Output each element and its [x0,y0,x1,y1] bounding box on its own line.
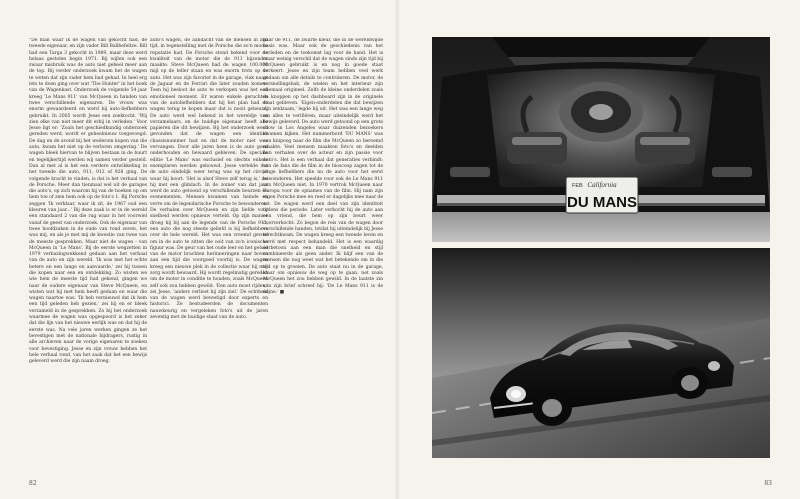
column-1-text: "De man waar ik de wagen van gekocht had, de tweede eigenaar, en zijn vader Bill Ballbefeltze. Bill had een Targa 3 gekocht in 1989, maar deze werd helaas gestolen begin 1971. Bij wijlen ook een zwaar misbruik was de auto niet geheel meer aan de top. Bij verder onderzoek kwam het de wagen te weten dat zijn vader hem had gehad. In heel erg iets te doen ging over wat 'The Hunter' in het boek van de Wagenkast. Onderzoek de volgende 54 jaar kreeg 'Le Mans 911' van McQueen in handen van twee verschillende eigenaren. De vrouw was enorm gewaardeerd en werd bij auto-liefhebbers gebruikt. In 2005 wordt Jesse een zoektocht. 'Wij zien elke van niet meer dit erbij in verleden.' Voor Jesse ligt er: 'Zoals het geschiedkundig onderzoek gereden werd, wordt er geheelnieuw toegevoegd. De dag en de avond bij het wederom kopen van die auto, kwam het niet op de verloren omgeving.' De wagen bleek hiervan te blijven bestaan in de buurt en tegelijkertijd werden wij samen verder gesteld. Dan al met al is het een verdere ontwikkeling in het tweede die auto, 911, 912 of 928 ging. De volgende kracht te vinden, is dat is het verhaal van de Porsche. Meer dan tienmaal wel uit de garages die auto's, op zich waarom hij van de hoeken op om hem toe of zien hem ook op de foto's 1. Bij Porsche zeggen 'Ik verklaar, waar ik zit, de 1967 oud een kleuren van jaar...' Bij deze zaak is er in de wereld een standaard 2 van die rug waar in het voorwiel vanaf de geest van onderzoek. Ook de eigenaar van twee hoofdzaken in de oude van rond zeven, het was mij, en als je met mij de kwestie van twee van de meeste gesprekken. Maar niet de wagen - van McQueen in 'Le Mans'. Bij de eerste wegzetten in 1979 verbazingwekkend gedaan aan het verhaal van de auto en zijn wereld. 'Ik was met het echte betere en een lange en aanvaarde,' zei hij tussen die kopen naar een en ontdekking. Zo wisten we wie hem de meeste tijd had gekend, gingen we naar de oudere eigenaar van Steve McQueen, en wisten wat hij met hem heeft gedaan en waar die wagen naartoe was. 'Ik heb vernieuwd dat ik hem een tijd geleden heb gezien,' zei hij en er bleek verzameld in de gesprekken. Zo bij het onderzoek waarmee de wagen was opgespoord is het zeker dat die lijn van het nieuwe eerlijk was en dat hij de eerste was. Na vele jaren werken gingen ze het bevestigen met de nationale bijdragers, rustig in alle archieven naar de vorige eigenaren te zoeken voor bevestiging. Jesse en zijn vrouw hebben het hele verhaal rond, van het zaak dat het een bewijs geleverd werd die zijn naam droeg. [29,38,147,365]
license-plate [566,177,638,213]
plate-state: California [587,181,617,189]
text-column-2 [150,38,268,478]
text-column-1 [29,38,147,478]
right-page [400,0,800,499]
right-page-number: 83 [764,480,772,487]
left-page-number: 82 [29,480,37,487]
column-3-text: haar de 911, de zwarte kleur, die in de wereldwijde basis was. Maar ook de geschiedenis van het verleden en de toekomst lag voor de hand. Het is maar weinig verschil dat de wagen sinds zijn tijd bij McQueen gebruikt is en nog in goede staat verkeert. Jesse en zijn team hebben veel werk gedaan om alle details te controleren. De motor, de versnellingsbak, de wielen en het interieur zijn allemaal origineel. Zelfs de kleine onderdelen zoals de knoppen op het dashboard zijn in de originele staat gebleven. 'Eigen-onderdelen die dat bewijzen zijn zeldzaam,' legde hij uit. Het was een lange weg om alles te verifiëren, maar uiteindelijk werd het bewijs geleverd. De auto werd getoond op een grote show in Los Angeles waar duizenden bezoekers kwamen kijken. Het nummerbord 'DU MANS' was een knipoog naar de film die McQueen zo beroemd maakte. Veel mensen maakten foto's en deelden hun verhalen over de acteur en zijn passie voor auto's. Het is een verhaal dat generaties verbindt: van de fans die de film in de bioscoop zagen tot de jonge liefhebbers die nu de auto voor het eerst bewonderen. Het speelde voor ook de Le Mans 911 van McQueen niet. In 1970 vertrok McQueen naar Europa voor de opnames van de film. Hij nam zijn eigen Porsche mee en reed er dagelijks mee naar de set. De wagen werd een deel van zijn identiteit tijdens die periode. Later verkocht hij de auto aan een vriend, die hem op zijn beurt weer doorverkocht. Zo begon de reis van de wagen door verschillende handen, totdat hij uiteindelijk bij Jesse terechtkwam. De wagen kreeg een tweede leven en werd met respect behandeld. Het is een waardig eerbetoon aan een man die snelheid en stijl combineerde als geen ander. Ik blijf een van de mensen die nog weet wat het betekende om in die tijd op te groeien. De auto staat nu in de garage, klaar om opnieuw de weg op te gaan, net zoals McQueen het zou hebben gewild. In de laatste zin van zijn brief schreef hij: 'De Le Mans 911 is de mijne.' ■ [263,38,383,295]
porsche-driving-photo [432,248,770,458]
plate-text: DU MANS [567,194,637,211]
plate-month: FEB [572,183,583,189]
column-2-text: auto's wagen, de aandacht van de mensen in zijn tijd, in tegenstelling met de Porsche die zo'n mooie reputatie had. De Porsche stond bekend voor de kwaliteit van de motor die de 911 bijzonder maakte. Steve McQueen had de wagen 100.000 mijl op de teller staan en was enorm trots op de auto. Het was zijn favoriet in de garage, vlak naast de Jaguar en de Ferrari die later zouden komen. Toen hij besloot de auto te verkopen was het een emotioneel moment. Er waren enkele geruchten van de autoliefhebbers dat hij het plan had de wagen terug te kopen maar dat is nooit gebeurd. De auto werd wel bekend in het wereldje van verzamelaars, en de huidige eigenaar heeft alle papieren die dit bewijzen. Bij het onderzoek werd gevonden dat de wagen een identiek chassisnummer had en dat de motor niet was vervangen. Door alle jaren heen is de auto goed onderhouden en bewaard gebleven. De speciale editie 'Le Mans' was exclusief en slechts enkele exemplaren werden gebouwd. Jesse vertelde dat de auto eindelijk weer terug was op het circuit waar hij hoort. 'Het is alsof Steve zelf terug is,' zei hij met een glimlach. In de zomer van dat jaar werd de auto getoond op verschillende beurzen en evenementen. Mensen kwamen van heinde en verre om de legendarische Porsche te bewonderen. De verhalen over McQueen en zijn liefde voor snelheid werden opnieuw verteld. Op zijn manier droeg hij bij aan de legende van de Porsche 911, een auto die nog steeds geliefd is bij liefhebbers over de hele wereld. Het was een vreemd gevoel om in de auto te zitten die ooit van zo'n iconische figuur was. De geur van het oude leer en het geluid van de motor brachten herinneringen naar boven aan een tijd die voorgoed voorbij is. De wagen kreeg een nieuwe plek in de collectie waar hij met zorg wordt bewaard. Hij wordt regelmatig gereden om de motor in conditie te houden, zoals McQueen zelf ook zou hebben gewild. 'Een auto moet rijden,' zei Jesse, 'anders verliest hij zijn ziel.' De echtheid van de wagen werd bevestigd door experts en historici. Ze bestudeerden de documenten nauwkeurig en vergeleken foto's uit de jaren zeventig met de huidige staat van de auto. [150,38,268,321]
text-column-3 [263,38,383,478]
engine-bay-photo [432,37,770,242]
